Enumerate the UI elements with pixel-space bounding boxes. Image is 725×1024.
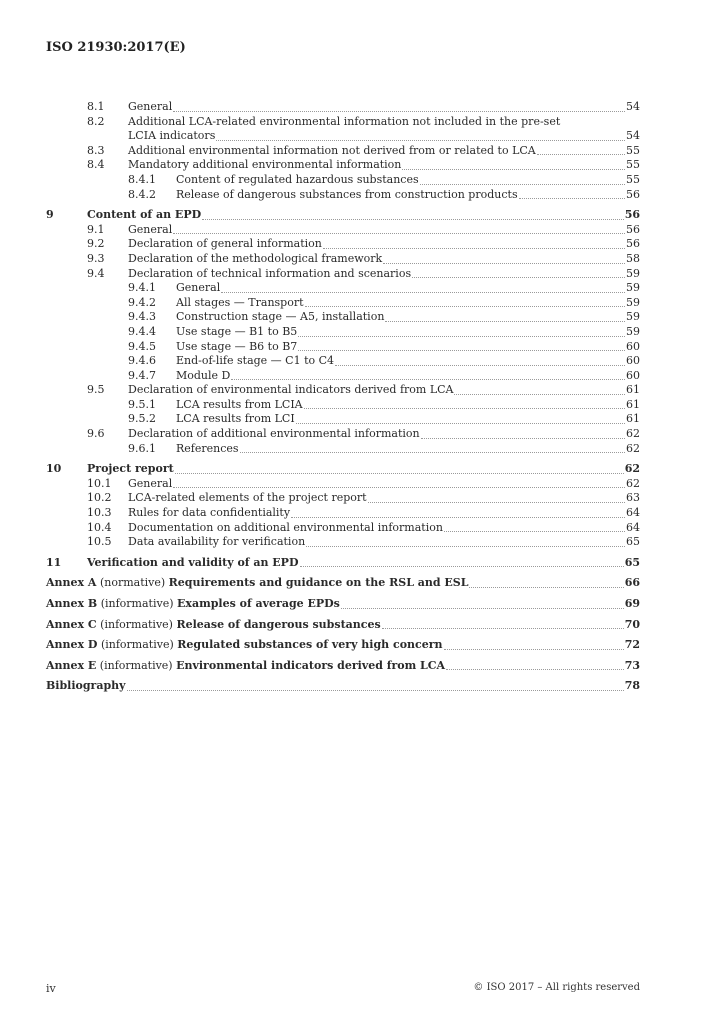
toc-page: 62 — [626, 427, 640, 441]
toc-leader — [444, 531, 625, 532]
annex-type: (normative) — [96, 576, 169, 590]
toc-leader — [383, 263, 625, 264]
toc-entry-annex-d[interactable] — [46, 638, 640, 653]
toc-entry-9-4-1[interactable] — [46, 281, 640, 296]
toc-number: 10.1 — [87, 476, 112, 490]
toc-page: 60 — [626, 339, 640, 353]
toc-number: 9.4.7 — [128, 368, 156, 382]
toc-number: 9.4.2 — [128, 295, 156, 309]
toc-page: 56 — [626, 187, 640, 201]
toc-page: 62 — [624, 462, 640, 476]
toc-entry-9-4-6[interactable] — [46, 354, 640, 369]
toc-page: 59 — [626, 266, 640, 280]
toc-number: 9.4.5 — [128, 339, 156, 353]
toc-number: 10.5 — [87, 535, 112, 549]
annex-title: Examples of average EPDs — [177, 597, 340, 610]
toc-leader — [385, 321, 625, 322]
toc-title — [46, 618, 381, 633]
toc-entry-9[interactable] — [46, 208, 640, 223]
page-number: iv — [46, 982, 56, 995]
toc-entry-10-1[interactable] — [46, 477, 640, 492]
toc-title-continuation: LCIA indicators — [128, 129, 216, 143]
toc-page: 66 — [624, 576, 640, 590]
toc-page: 56 — [626, 237, 640, 251]
toc-leader — [469, 587, 623, 588]
toc-leader — [202, 219, 624, 220]
document-id: ISO 21930:2017(E) — [46, 40, 186, 55]
toc-leader — [173, 233, 625, 234]
toc-title: Declaration of the methodological framework — [128, 251, 383, 265]
toc-title: Documentation on additional environmental information — [128, 520, 443, 534]
toc-leader — [306, 546, 625, 547]
toc-page: 63 — [626, 491, 640, 505]
toc-leader — [454, 394, 625, 395]
toc-leader — [420, 184, 625, 185]
toc-title: All stages — Transport — [176, 295, 304, 309]
toc-page: 61 — [626, 383, 640, 397]
toc-page: 60 — [626, 354, 640, 368]
toc-leader — [304, 408, 625, 409]
toc-entry-10-5[interactable] — [46, 535, 640, 550]
toc-number: 10.3 — [87, 506, 112, 520]
toc-leader — [412, 277, 625, 278]
toc-title: Content of regulated hazardous substances — [176, 172, 419, 186]
toc-title: References — [176, 441, 239, 455]
toc-entry-8-4[interactable] — [46, 158, 640, 173]
toc-page: 64 — [626, 520, 640, 534]
annex-label: Annex B — [46, 597, 98, 610]
toc-page: 56 — [624, 208, 640, 222]
toc-entry-10-3[interactable] — [46, 506, 640, 521]
toc-page: 58 — [626, 251, 640, 265]
toc-entry-10[interactable] — [46, 462, 640, 477]
toc-page: 60 — [626, 368, 640, 382]
toc-title: Rules for data confidentiality — [128, 506, 291, 520]
toc-title: Declaration of additional environmental information — [128, 427, 420, 441]
toc-title: Verification and validity of an EPD — [87, 555, 299, 569]
toc-title: End-of-life stage — C1 to C4 — [176, 354, 335, 368]
toc-leader — [335, 365, 625, 366]
toc-page: 55 — [626, 172, 640, 186]
annex-label: Annex A — [46, 576, 97, 590]
toc-entry-9-4-2[interactable] — [46, 296, 640, 311]
toc-leader — [519, 198, 625, 199]
toc-page: 59 — [626, 324, 640, 338]
toc-page: 54 — [626, 100, 640, 113]
toc-number: 9.1 — [87, 222, 105, 236]
toc-number: 9.4.1 — [128, 281, 156, 295]
annex-type: (informative) — [96, 658, 177, 672]
toc-number: 8.4 — [87, 158, 105, 172]
toc-number: 9.6 — [87, 427, 105, 441]
toc-title — [46, 597, 340, 612]
toc-page: 65 — [626, 535, 640, 549]
toc-number: 8.2 — [87, 114, 105, 128]
toc-title: Additional environmental information not derived from or related to LCA — [128, 143, 536, 157]
toc-page: 73 — [624, 658, 640, 672]
toc-page: 59 — [626, 281, 640, 295]
copyright-notice: © ISO 2017 – All rights reserved — [473, 982, 640, 993]
toc-number: 8.3 — [87, 143, 105, 157]
toc-number: 8.1 — [87, 100, 105, 113]
toc-leader — [537, 154, 625, 155]
toc-entry-10-2[interactable] — [46, 491, 640, 506]
toc-leader — [323, 248, 625, 249]
toc-entry-9-6[interactable] — [46, 427, 640, 442]
toc-leader — [127, 690, 624, 691]
toc-leader — [231, 379, 625, 380]
toc-entry-9-3[interactable] — [46, 252, 640, 267]
toc-entry-8-4-1[interactable] — [46, 173, 640, 188]
toc-title: Declaration of general information — [128, 237, 322, 251]
toc-leader — [444, 649, 624, 650]
toc-page: 59 — [626, 310, 640, 324]
toc-number: 9.6.1 — [128, 441, 156, 455]
toc-page: 62 — [626, 441, 640, 455]
toc-entry-9-5-1[interactable] — [46, 398, 640, 413]
toc-leader — [341, 608, 624, 609]
toc-number: 10.4 — [87, 520, 112, 534]
toc-entry-9-5[interactable] — [46, 383, 640, 398]
toc-leader — [173, 487, 625, 488]
toc-title: Use stage — B6 to B7 — [176, 339, 298, 353]
toc-page: 56 — [626, 222, 640, 236]
toc-title: Content of an EPD — [87, 208, 202, 222]
toc-number: 9.4.4 — [128, 324, 156, 338]
toc-leader — [300, 566, 624, 567]
toc-title: LCA results from LCIA — [176, 397, 303, 411]
toc-entry-annex-a[interactable] — [46, 576, 640, 591]
toc-entry-8-4-2[interactable] — [46, 188, 640, 203]
toc-entry-9-2[interactable] — [46, 237, 640, 252]
toc-number: 9.5.2 — [128, 412, 156, 426]
toc-title — [46, 576, 468, 591]
annex-label: Annex E — [46, 658, 97, 672]
toc-entry-9-4[interactable] — [46, 267, 640, 282]
toc-entry-9-4-5[interactable] — [46, 340, 640, 355]
toc-leader — [298, 336, 625, 337]
toc-leader — [368, 502, 625, 503]
toc-title — [46, 638, 443, 653]
toc-leader — [240, 452, 625, 453]
toc-page: 64 — [626, 506, 640, 520]
toc-page: 62 — [626, 476, 640, 490]
toc-title: General — [128, 222, 173, 236]
toc-leader — [446, 669, 624, 670]
toc-leader — [291, 517, 625, 518]
annex-type: (informative) — [96, 617, 177, 631]
toc-leader — [173, 111, 625, 112]
toc-entry-9-5-2[interactable] — [46, 412, 640, 427]
toc-leader — [305, 306, 625, 307]
toc-entry-bibliography[interactable] — [46, 679, 640, 694]
toc-number: 11 — [46, 555, 62, 569]
toc-entry-8-2[interactable] — [46, 115, 640, 144]
toc-number: 9.4 — [87, 266, 105, 280]
toc-number: 8.4.2 — [128, 187, 156, 201]
toc-number: 9.4.6 — [128, 354, 156, 368]
toc-page: 70 — [624, 617, 640, 631]
toc-number: 9.2 — [87, 237, 105, 251]
toc-number: 8.4.1 — [128, 172, 156, 186]
toc-number: 9.5 — [87, 383, 105, 397]
toc-entry-8-3[interactable] — [46, 144, 640, 159]
toc-page: 78 — [624, 679, 640, 693]
toc-title: LCA-related elements of the project report — [128, 491, 367, 505]
toc-entry-8-1[interactable] — [46, 100, 640, 115]
toc-title: Use stage — B1 to B5 — [176, 324, 298, 338]
toc-title: Release of dangerous substances from construction products — [176, 187, 518, 201]
toc-leader — [382, 628, 624, 629]
toc-page: 55 — [626, 143, 640, 157]
toc-page: 59 — [626, 295, 640, 309]
toc-title: General — [128, 476, 173, 490]
toc-entry-9-4-3[interactable] — [46, 310, 640, 325]
toc-number: 9.5.1 — [128, 397, 156, 411]
toc-title: Additional LCA-related environmental information not included in the pre-set — [128, 114, 561, 128]
toc-entry-9-1[interactable] — [46, 223, 640, 238]
annex-title: Release of dangerous substances — [176, 617, 381, 631]
toc-leader — [175, 473, 624, 474]
toc-leader — [402, 169, 625, 170]
toc-title: General — [176, 281, 221, 295]
toc-page: 61 — [626, 412, 640, 426]
toc-entry-9-4-7[interactable] — [46, 369, 640, 384]
toc-number: 9.3 — [87, 251, 105, 265]
toc-entry-9-6-1[interactable] — [46, 442, 640, 457]
toc-page: 65 — [624, 555, 640, 569]
annex-type: (informative) — [97, 638, 178, 652]
toc-title: Declaration of environmental indicators derived from LCA — [128, 383, 454, 397]
annex-title: Environmental indicators derived from LCA — [176, 658, 446, 672]
toc-title: Declaration of technical information and scenarios — [128, 266, 412, 280]
toc-page: 54 — [626, 129, 640, 143]
toc-title: Project report — [87, 462, 174, 476]
toc-entry-10-4[interactable] — [46, 521, 640, 536]
annex-title: Requirements and guidance on the RSL and ESL — [168, 576, 469, 590]
toc-entry-11[interactable] — [46, 556, 640, 571]
toc-leader — [296, 423, 625, 424]
toc-entry-9-4-4[interactable] — [46, 325, 640, 340]
toc-title: Data availability for verification — [128, 535, 306, 549]
toc-entry-annex-c[interactable] — [46, 618, 640, 633]
toc-title: General — [128, 100, 173, 113]
toc-title: LCA results from LCI — [176, 412, 295, 426]
toc-title — [46, 659, 445, 674]
annex-label: Annex D — [46, 638, 98, 652]
annex-title: Regulated substances of very high concern — [177, 638, 443, 652]
table-of-contents — [46, 100, 640, 694]
toc-page: 55 — [626, 158, 640, 172]
toc-title: Mandatory additional environmental information — [128, 158, 402, 172]
toc-title: Construction stage — A5, installation — [176, 310, 385, 324]
toc-leader — [298, 350, 625, 351]
toc-leader — [421, 438, 625, 439]
toc-title: Bibliography — [46, 679, 126, 693]
toc-number: 9 — [46, 208, 54, 222]
toc-leader — [216, 140, 625, 141]
toc-number: 10.2 — [87, 491, 112, 505]
toc-page: 61 — [626, 397, 640, 411]
toc-title: Module D — [176, 368, 231, 382]
toc-number: 10 — [46, 462, 62, 476]
toc-entry-annex-b[interactable] — [46, 597, 640, 612]
annex-label: Annex C — [46, 617, 97, 631]
toc-number: 9.4.3 — [128, 310, 156, 324]
toc-leader — [221, 292, 625, 293]
annex-type: (informative) — [97, 597, 178, 610]
toc-page: 72 — [624, 638, 640, 652]
toc-entry-annex-e[interactable] — [46, 659, 640, 674]
toc-page: 69 — [624, 597, 640, 610]
